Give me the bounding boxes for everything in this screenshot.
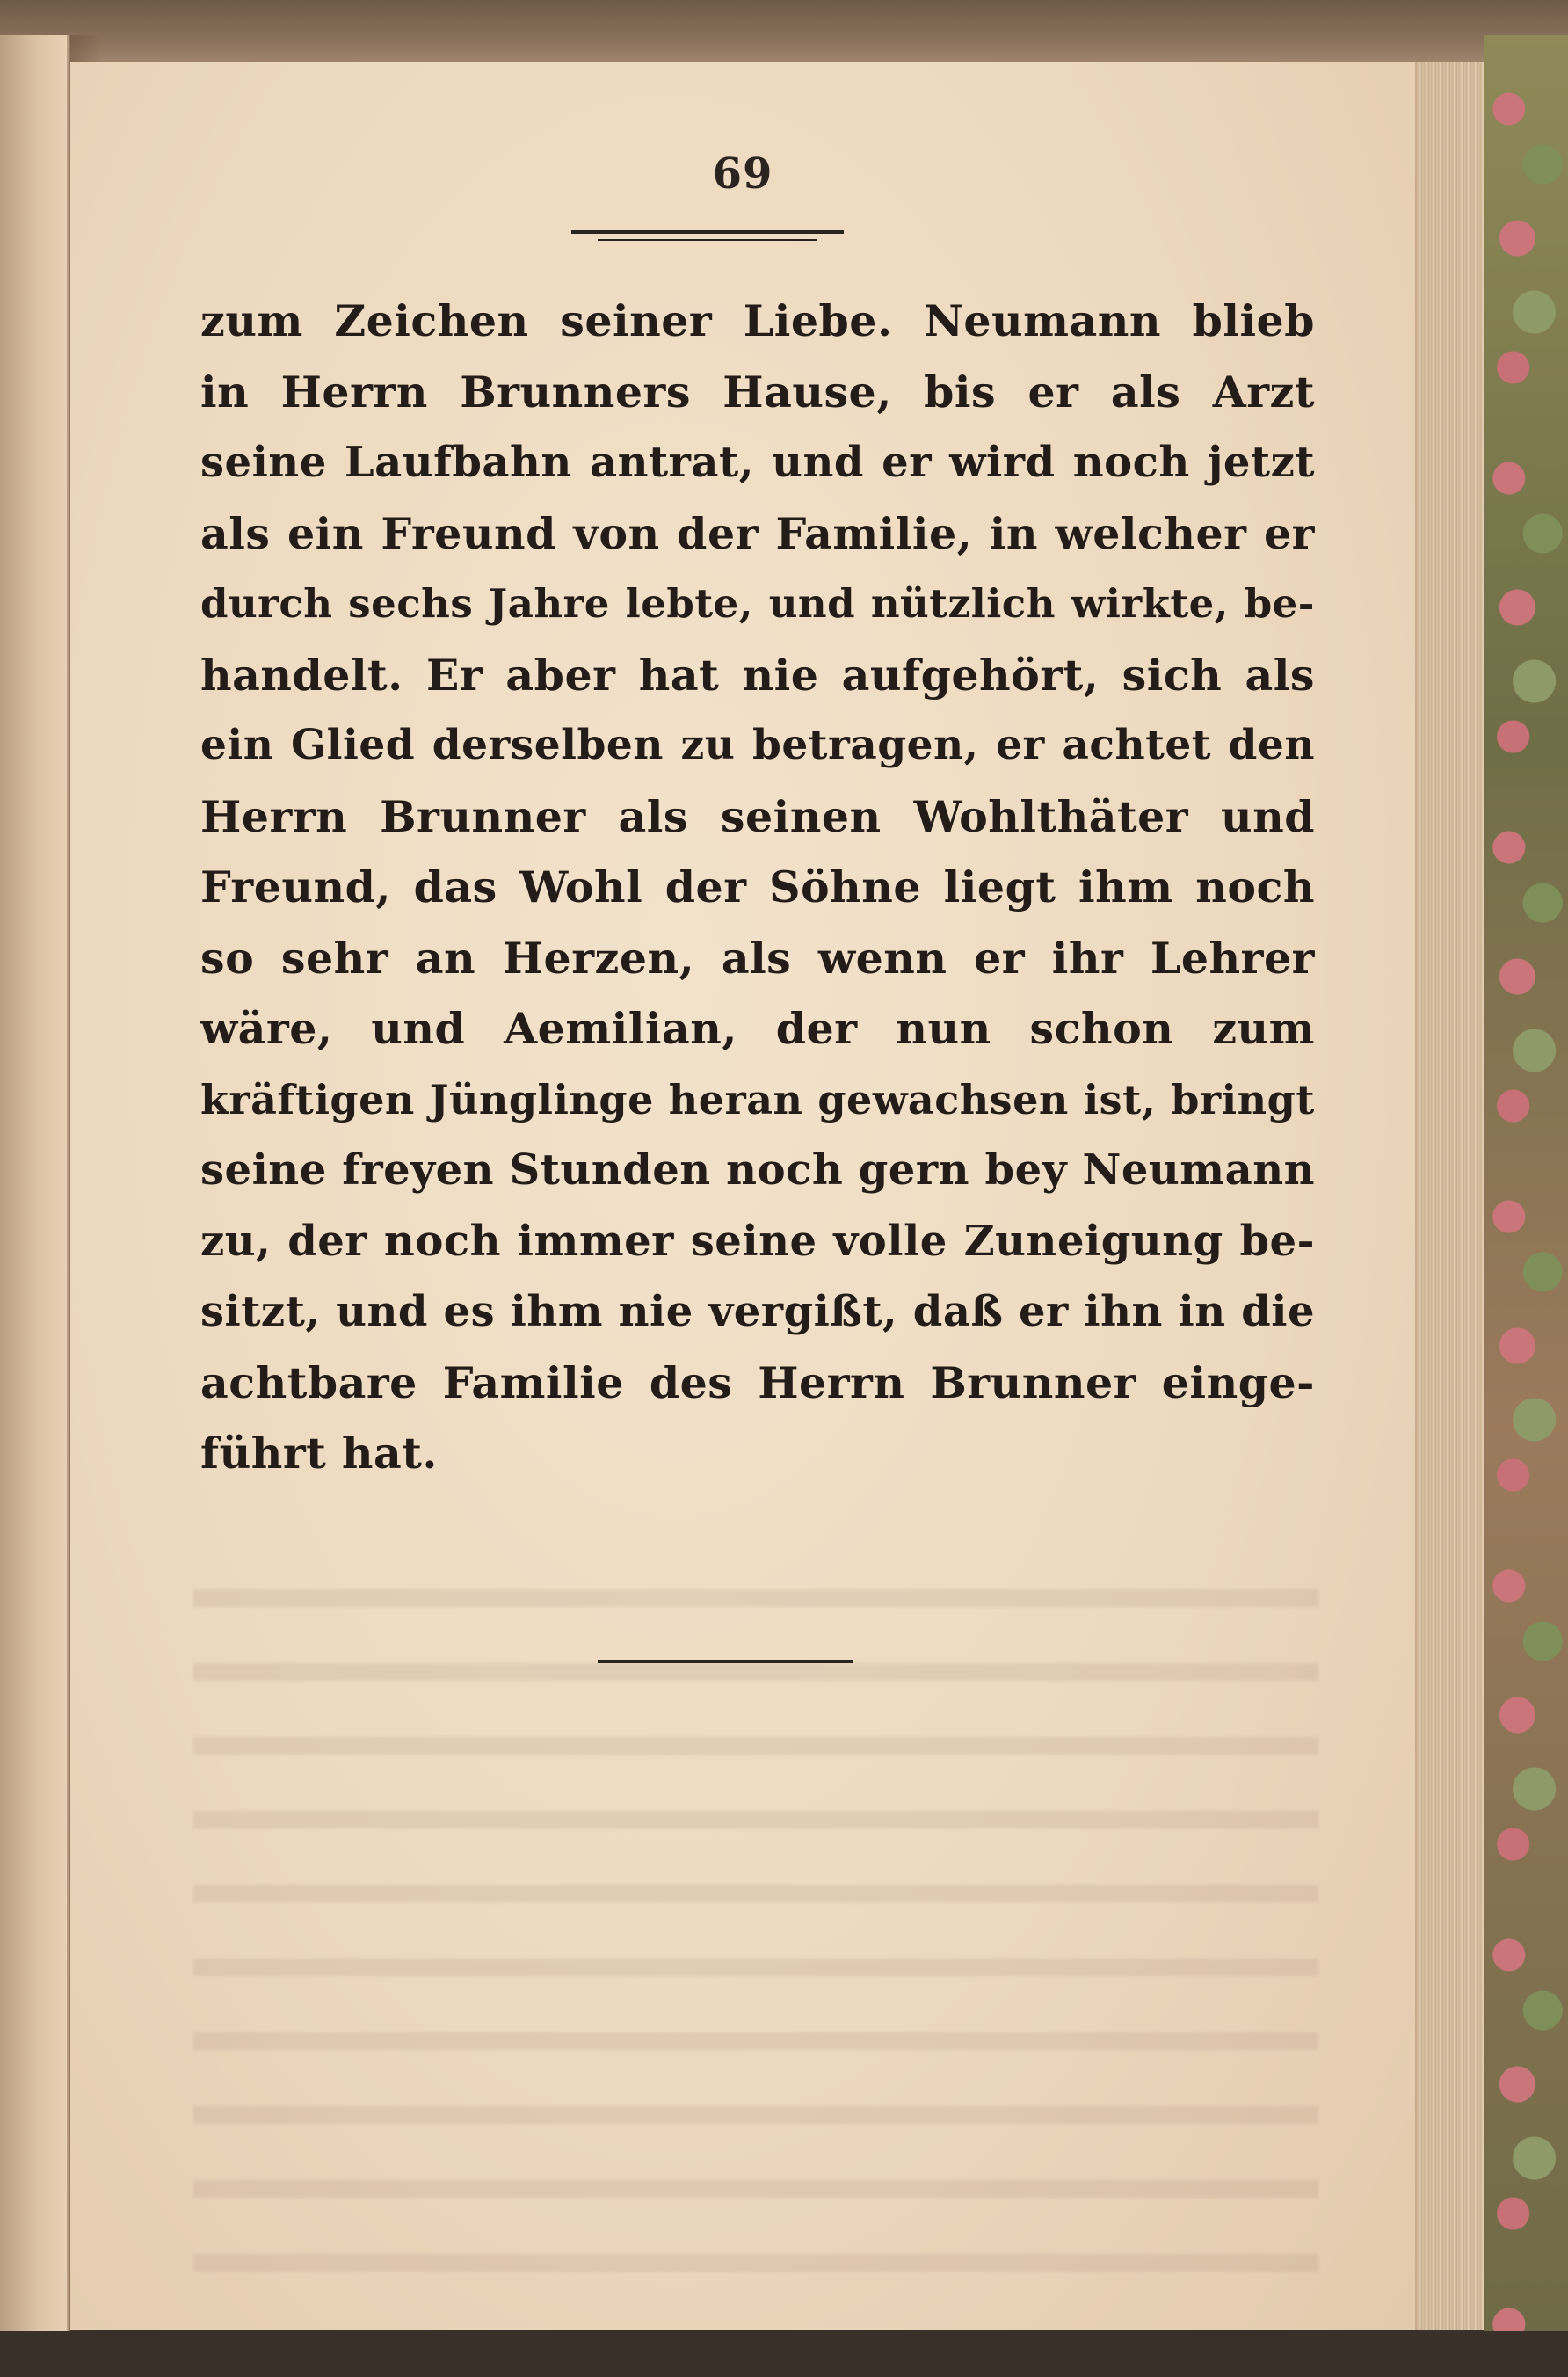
text-line: seine Laufbahn antrat, und er wird noch jetzt bbox=[200, 438, 1315, 487]
text-line: zu, der noch immer seine volle Zuneigung be- bbox=[200, 1216, 1315, 1266]
text-line: als ein Freund von der Familie, in welcher er bbox=[200, 507, 1315, 559]
book-page bbox=[70, 62, 1415, 2330]
body-text bbox=[200, 286, 1315, 1489]
text-line: ein Glied derselben zu betragen, er achtet den bbox=[200, 721, 1315, 769]
text-line: handelt. Er aber hat nie aufgehört, sich als bbox=[200, 649, 1315, 701]
text-line: Freund, das Wohl der Söhne liegt ihm noch bbox=[200, 861, 1315, 912]
section-end-rule bbox=[598, 1660, 853, 1663]
show-through-text bbox=[193, 1556, 1318, 2277]
text-line: führt hat. bbox=[200, 1428, 438, 1479]
marbled-cover-board bbox=[1484, 35, 1568, 2356]
text-line: kräftigen Jünglinge heran gewachsen ist, bringt bbox=[200, 1075, 1315, 1123]
text-line: sitzt, und es ihm nie vergißt, daß er ihn in die bbox=[200, 1287, 1315, 1336]
scan-bottom-border bbox=[0, 2331, 1568, 2377]
text-line: wäre, und Aemilian, der nun schon zum bbox=[200, 1003, 1315, 1054]
text-line: zum Zeichen seiner Liebe. Neumann blieb bbox=[200, 295, 1315, 346]
text-line: in Herrn Brunners Hause, bis er als Arzt bbox=[200, 366, 1315, 418]
text-line: Herrn Brunner als seinen Wohlthäter und bbox=[200, 790, 1315, 842]
text-line: so sehr an Herzen, als wenn er ihr Lehrer bbox=[200, 932, 1315, 984]
page-number: 69 bbox=[712, 149, 773, 199]
left-page-edge bbox=[0, 35, 70, 2338]
text-line: durch sechs Jahre lebte, und nützlich wirkte, be- bbox=[200, 580, 1315, 627]
text-line: achtbare Familie des Herrn Brunner einge- bbox=[200, 1356, 1315, 1408]
text-line: seine freyen Stunden noch gern bey Neumann bbox=[200, 1145, 1315, 1195]
book-spine-top bbox=[0, 0, 1568, 70]
header-rule bbox=[571, 230, 844, 234]
page-edges bbox=[1415, 62, 1485, 2330]
